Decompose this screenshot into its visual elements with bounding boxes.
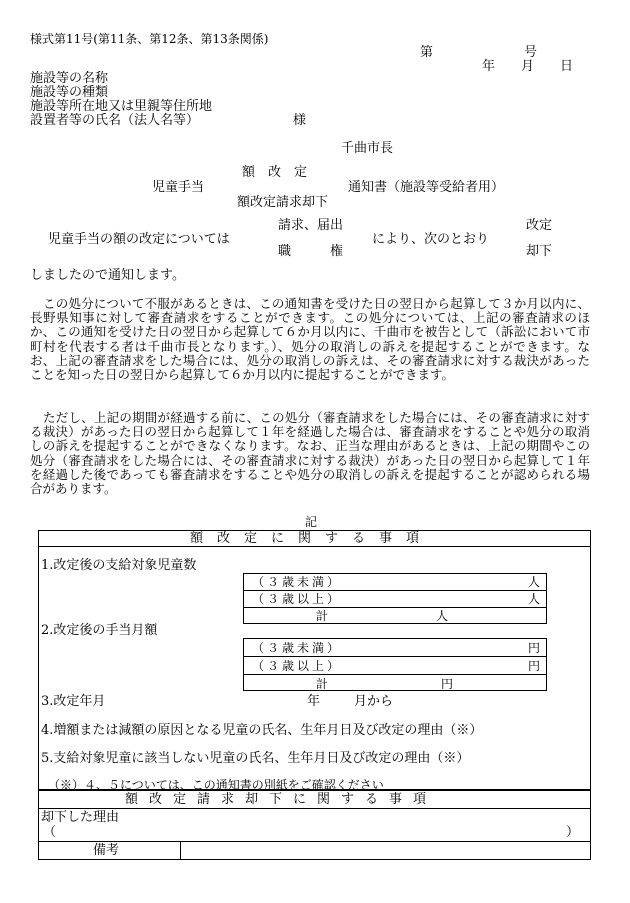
item5-label: 5.支給対象児童に該当しない児童の氏名、生年月日及び改定の理由（※）: [41, 751, 470, 766]
title-option-revision: 額 改 定: [242, 165, 308, 180]
divider: [243, 607, 547, 608]
footnote: （※）４、５については、この通知書の別紙をご確認ください: [48, 778, 384, 792]
statement-lead: 児童手当の額の改定については: [48, 232, 230, 247]
option-revised: 改定: [526, 218, 553, 233]
item2-label: 2.改定後の手当月額: [41, 623, 158, 638]
facility-name-label: 施設等の名称: [30, 71, 109, 86]
option-request: 請求、届出: [278, 218, 344, 233]
item1-row-under3-label: （３歳未満）: [252, 575, 343, 589]
title-option-rejection: 額改定請求却下: [237, 195, 329, 210]
divider: [180, 841, 181, 860]
item2-row-under3-unit: 円: [528, 641, 541, 655]
title-suffix: 通知書（施設等受給者用）: [348, 180, 505, 195]
item2-row-under3-label: （３歳未満）: [252, 641, 343, 655]
remarks-label: 備考: [93, 843, 120, 858]
item1-total-unit: 人: [436, 609, 449, 623]
divider: [38, 841, 591, 842]
item1-row-over3-unit: 人: [528, 592, 541, 606]
honorific: 様: [293, 113, 307, 128]
rejection-reason-label: 却下した理由: [41, 810, 120, 825]
item1-row-over3-label: （３歳以上）: [252, 592, 343, 606]
date-label: 年 月 日: [482, 59, 574, 74]
item2-row-over3-label: （３歳以上）: [252, 659, 343, 673]
item3-year: 年: [307, 694, 321, 709]
record-label: 記: [305, 515, 318, 529]
item3-label: 3.改定年月: [41, 694, 106, 709]
item1-row-under3-unit: 人: [528, 575, 541, 589]
rejection-reason-open-paren: （: [43, 825, 57, 840]
divider: [243, 674, 547, 675]
revision-section-header: 額改定に関する事項: [190, 531, 434, 546]
statement-middle: により、次のとおり: [372, 232, 490, 247]
item3-month-from: 月から: [354, 694, 394, 709]
founder-name-label: 設置者等の氏名（法人名等）: [30, 113, 200, 128]
option-rejected: 却下: [526, 244, 553, 259]
rejection-section-header: 額改定請求却下に関する事項: [125, 792, 438, 807]
facility-address-label: 施設等所在地又は里親等住所地: [30, 99, 213, 114]
rejection-reason-close-paren: ）: [566, 825, 580, 840]
divider: [38, 546, 591, 547]
divider: [243, 656, 547, 657]
divider: [38, 808, 591, 809]
item2-total-label: 計: [316, 677, 329, 691]
item1-total-label: 計: [316, 609, 329, 623]
item2-total-unit: 円: [441, 677, 454, 691]
statement-closing: しましたので通知します。: [30, 268, 185, 283]
title-prefix: 児童手当: [152, 180, 205, 195]
item4-label: 4.増額または減額の原因となる児童の氏名、生年月日及び改定の理由（※）: [41, 723, 483, 738]
form-number: 様式第11号(第11条、第12条、第13条関係): [30, 32, 269, 46]
facility-type-label: 施設等の種類: [30, 85, 109, 100]
item2-row-over3-unit: 円: [528, 659, 541, 673]
issuer: 千曲市長: [341, 141, 394, 156]
appeal-paragraph-1: この処分について不服があるときは、この通知書を受けた日の翌日から起算して３か月以内に、長野県知事に対して審査請求をすることができます。この処分については、上記の審査請求のほか、この通知を受けた日の翌日から起算して６か月以内に、千曲市を被告として（訴訟において市町村を代表する者は千曲市長となります。）、処分の取消しの訴えを提起することができます。なお、上記の審査請求をした場合には、処分の取消しの訴えは、その審査請求に対する裁決があったことを知った日の翌日から起算して６か月以内に提起することができます。: [30, 296, 590, 383]
option-authority: 職 権: [278, 244, 344, 259]
divider: [243, 590, 547, 591]
appeal-paragraph-2: ただし、上記の期間が経過する前に、この処分（審査請求をした場合には、その審査請求に対する裁決）があった日の翌日から起算して１年を経過した場合は、審査請求をすることや処分の取消しの訴えを提起することができなくなります。なお、正当な理由があるときは、上記の期間やこの処分（審査請求をした場合には、その審査請求に対する裁決）があった日の翌日から起算して１年を経過した後であっても審査請求をすることや処分の取消しの訴えを提起することが認められる場合があります。: [30, 410, 590, 497]
item1-label: 1.改定後の支給対象児童数: [41, 558, 197, 573]
document-number-label: 第 号: [420, 45, 538, 60]
